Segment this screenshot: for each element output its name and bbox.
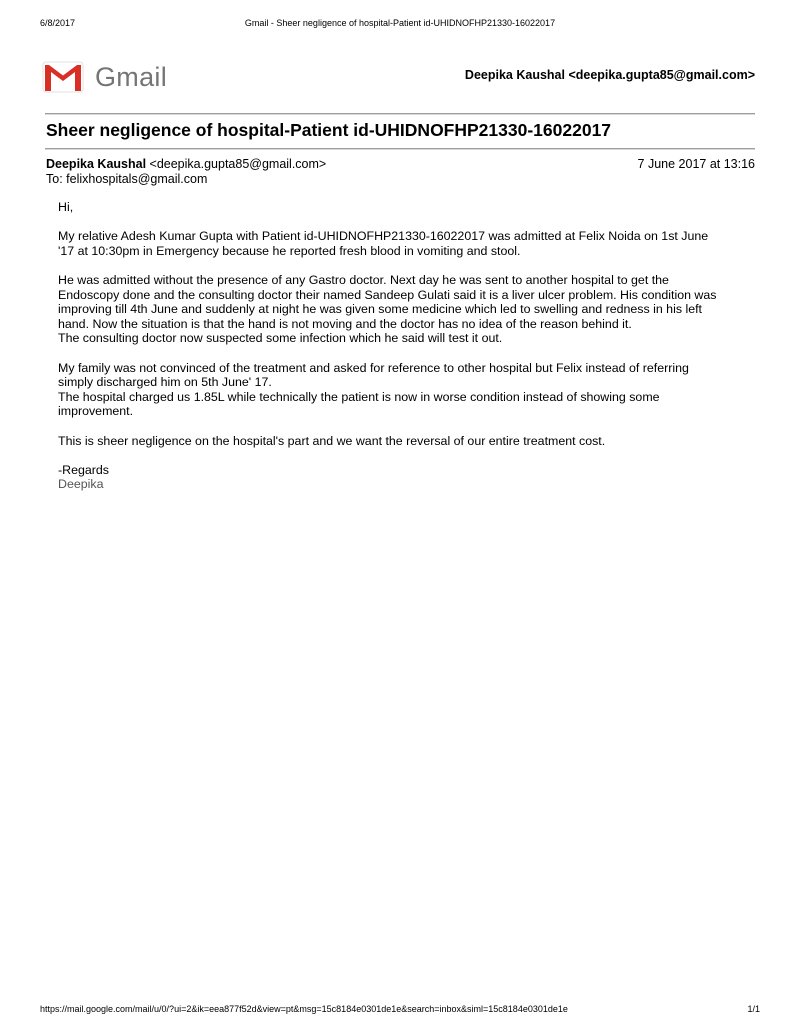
body-paragraph-3	[58, 361, 758, 419]
sender-email: <deepika.gupta85@gmail.com>	[149, 157, 327, 171]
body-line: '17 at 10:30pm in Emergency because he reported fresh blood in vomiting and stool.	[58, 243, 521, 258]
print-title: Gmail - Sheer negligence of hospital-Patient id-UHIDNOFHP21330-16022017	[244, 18, 556, 28]
sent-date: 7 June 2017 at 13:16	[637, 157, 755, 171]
gmail-logo[interactable]	[42, 60, 167, 94]
sender-name: Deepika Kaushal	[46, 157, 147, 171]
body-line: hand. Now the situation is that the hand is not moving and the doctor has no idea of the reason behind it.	[58, 316, 632, 331]
body-line: My family was not convinced of the treatment and asked for reference to other hospital but Felix instead of referring	[58, 360, 689, 375]
body-line: Endoscopy done and the consulting doctor their named Sandeep Gulati said it is a liver ulcer problem. His condition was	[58, 287, 717, 302]
body-line: improving till 4th June and suddenly at night he was given some medicine which led to swelling and redness in his left	[58, 302, 702, 317]
email-body	[58, 200, 758, 492]
body-line: improvement.	[58, 404, 134, 419]
body-line: My relative Adesh Kumar Gupta with Patient id-UHIDNOFHP21330-16022017 was admitted at Felix Noida on 1st June	[58, 229, 709, 244]
gmail-m-icon	[42, 61, 84, 93]
gmail-wordmark: Gmail	[95, 61, 168, 92]
body-paragraph-2	[58, 273, 758, 346]
greeting: Hi,	[58, 200, 74, 214]
page-number: 1/1	[747, 1004, 760, 1014]
body-line: The consulting doctor now suspected some infection which he said will test it out.	[58, 331, 503, 346]
signature: Deepika	[58, 477, 104, 492]
email-subject: Sheer negligence of hospital-Patient id-UHIDNOFHP21330-16022017	[46, 120, 612, 140]
print-url: https://mail.google.com/mail/u/0/?ui=2&ik=eea877f52d&view=pt&msg=15c8184e0301de1e&search=inbox&siml=15c8184e0301de1e	[40, 1004, 568, 1014]
account-identity: Deepika Kaushal <deepika.gupta85@gmail.com>	[464, 68, 755, 82]
body-line: simply discharged him on 5th June' 17.	[58, 375, 272, 390]
divider	[45, 148, 755, 149]
divider	[45, 113, 755, 114]
body-line: The hospital charged us 1.85L while technically the patient is now in worse condition instead of showing some	[58, 389, 660, 404]
closing-text: -Regards	[58, 462, 109, 477]
body-paragraph-4: This is sheer negligence on the hospital's part and we want the reversal of our entire treatment cost.	[58, 433, 606, 448]
recipient-line: To: felixhospitals@gmail.com	[46, 172, 208, 186]
sender-line	[46, 157, 755, 173]
print-date: 6/8/2017	[40, 18, 76, 28]
closing	[58, 463, 758, 492]
print-footer	[40, 1004, 760, 1016]
print-header	[40, 18, 760, 30]
body-paragraph-1	[58, 229, 758, 258]
body-line: He was admitted without the presence of any Gastro doctor. Next day he was sent to another hospital to get the	[58, 272, 669, 287]
